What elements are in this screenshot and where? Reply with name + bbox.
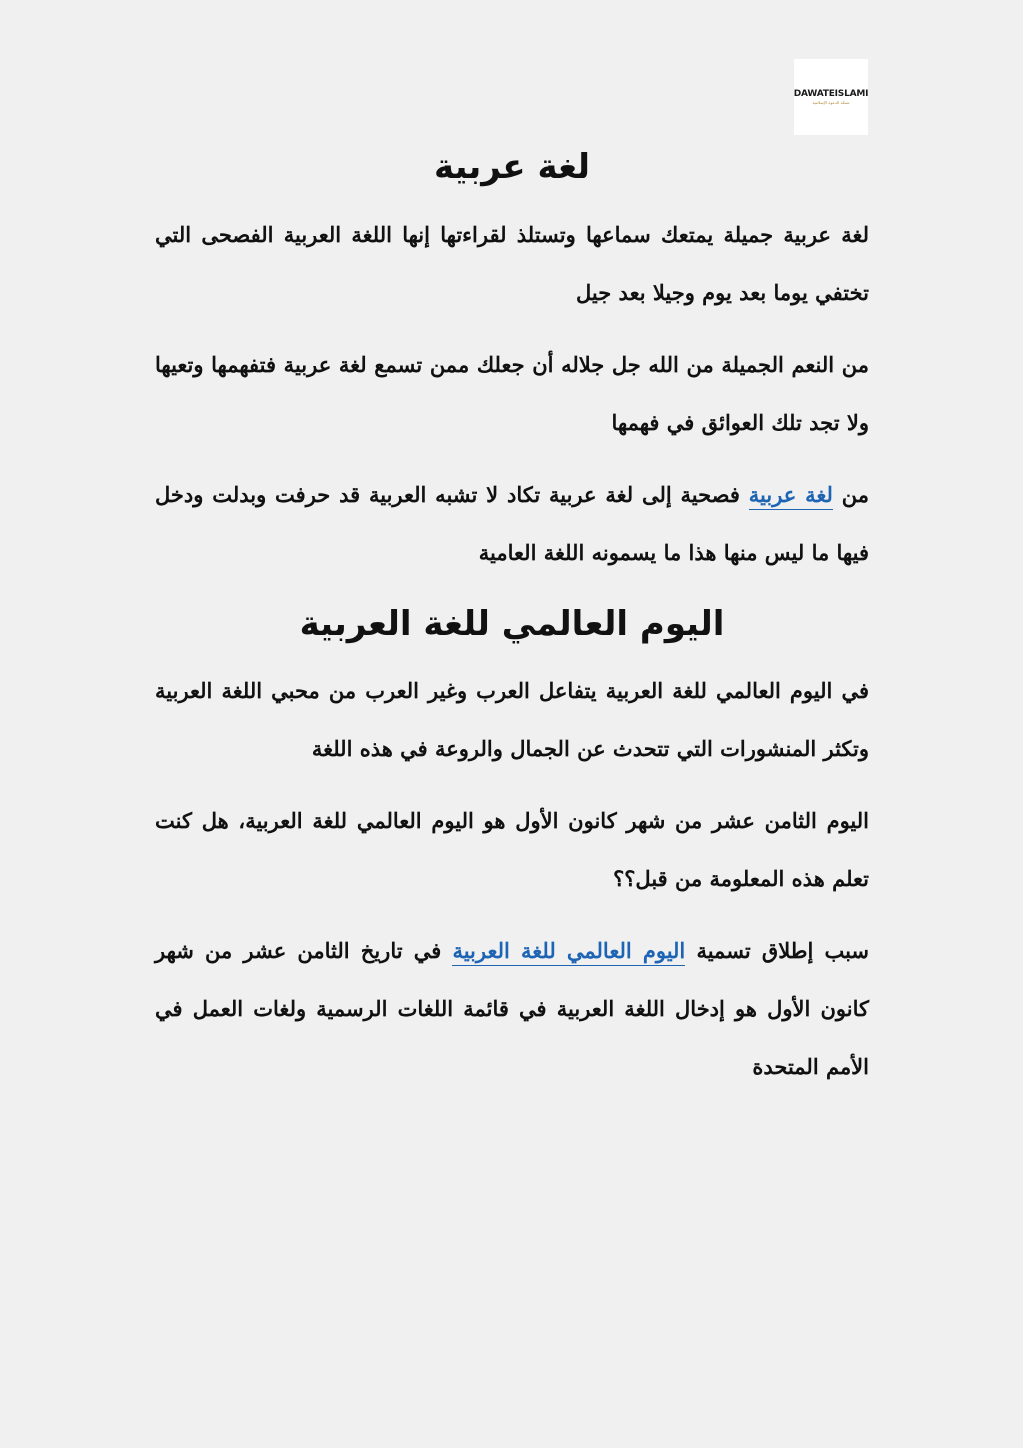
dawateislami-logo: [794, 59, 868, 135]
paragraph-3-end: فصحية إلى لغة عربية تكاد لا تشبه العربية قد حرفت وبدلت ودخل فيها ما ليس منها هذا ما يسمونه اللغة العامية: [155, 482, 869, 565]
paragraph-3-start: من: [841, 482, 869, 507]
paragraph-6: [155, 922, 869, 1096]
section-heading: اليوم العالمي للغة العربية: [299, 604, 725, 644]
paragraph-5: اليوم الثامن عشر من شهر كانون الأول هو اليوم العالمي للغة العربية، هل كنت تعلم هذه المعلومة من قبل؟؟: [155, 808, 869, 891]
article-body: [155, 140, 869, 1110]
paragraph-6-start: سبب إطلاق تسمية: [696, 938, 870, 963]
paragraph-2: من النعم الجميلة من الله جل جلاله أن جعلك ممن تسمع لغة عربية فتفهمها وتعيها ولا تجد تلك العوائق في فهمها: [155, 352, 869, 435]
paragraph-3: [155, 466, 869, 582]
paragraph-1: لغة عربية جميلة يمتعك سماعها وتستلذ لقراءتها إنها اللغة العربية الفصحى التي تختفي يوما بعد يوم وجيلا بعد جيل: [155, 222, 869, 305]
logo-wordmark: DAWATEISLAMI: [793, 89, 869, 99]
paragraph-6-end: في تاريخ الثامن عشر من شهر كانون الأول هو إدخال اللغة العربية في قائمة اللغات الرسمية ولغات العمل في الأمم المتحدة: [155, 938, 869, 1079]
lughah-arabiyah-link[interactable]: لغة عربية: [749, 482, 833, 510]
paragraph-4: في اليوم العالمي للغة العربية يتفاعل العرب وغير العرب من محبي اللغة العربية وتكثر المنشورات التي تتحدث عن الجمال والروعة في هذه اللغة: [155, 678, 869, 761]
world-arabic-day-link[interactable]: اليوم العالمي للغة العربية: [452, 938, 685, 966]
page-title: لغة عربية: [433, 147, 591, 187]
logo-subtext: شبكة الدعوة الإسلامية: [812, 100, 850, 105]
